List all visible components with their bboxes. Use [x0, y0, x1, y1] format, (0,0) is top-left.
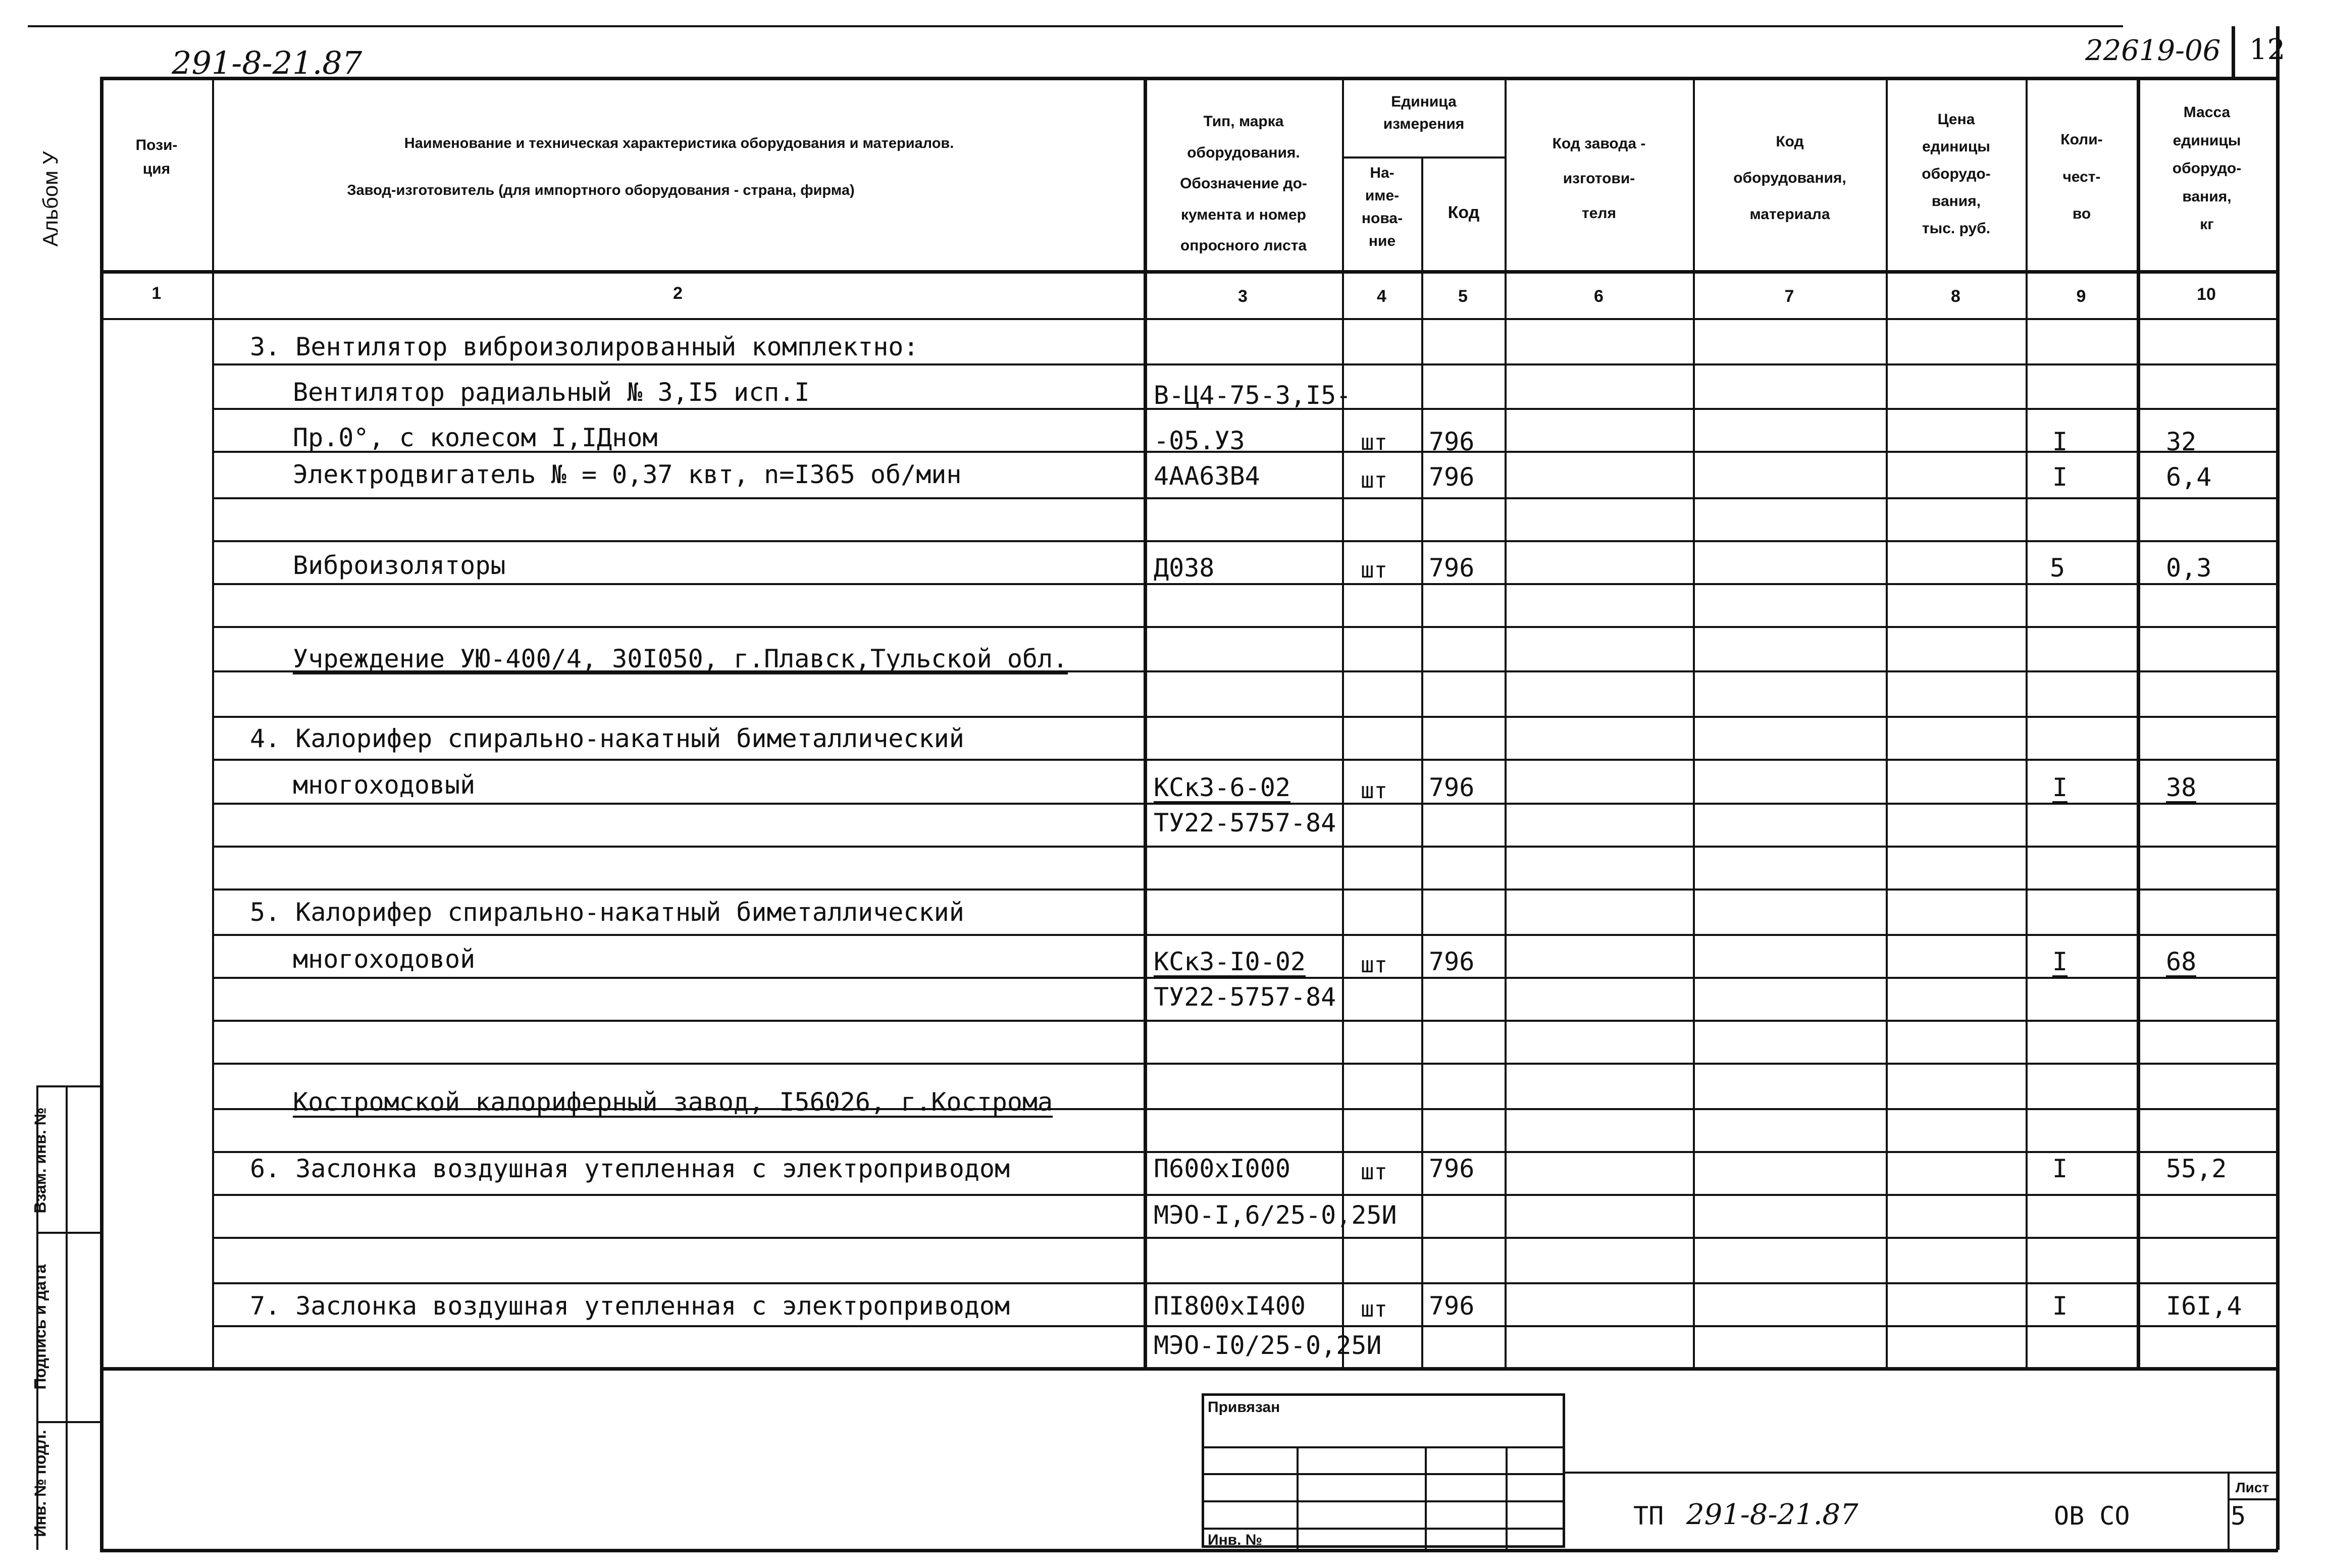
row-sep: [212, 583, 2276, 585]
row-manufacturer: Учреждение УЮ-400/4, 30I050, г.Плавск,Тульской обл.: [293, 644, 1068, 673]
header-type: Тип, марка оборудования. Обозначение до- кумента и номер опросного листа: [1180, 113, 1307, 254]
frame-top: [100, 77, 2276, 80]
row-mass: 38: [2166, 773, 2197, 802]
row-name: 7. Заслонка воздушная утепленная с электроприводом: [250, 1291, 1010, 1321]
row-mass: 68: [2166, 947, 2197, 976]
row-mass: 55,2: [2166, 1154, 2227, 1183]
tp-label: ТП: [1633, 1501, 1664, 1531]
header-price: Цена единицы оборудо- вания, тыс. руб.: [1922, 111, 1991, 237]
side-strip-top: [36, 1085, 101, 1087]
column-number: 3: [1238, 287, 1248, 306]
column-number: 7: [1784, 287, 1794, 306]
header-unit-code: Код: [1448, 203, 1480, 222]
row-type: ТУ22-5757-84: [1154, 808, 1336, 838]
row-mass: I6I,4: [2166, 1291, 2242, 1321]
col-line-6: [1693, 77, 1695, 1368]
row-sep: [212, 1151, 2276, 1153]
side-label-podpis: Подпись и дата: [31, 1264, 49, 1390]
row-quantity: I: [2052, 462, 2068, 492]
row-sep: [212, 1325, 2276, 1327]
row-name: многоходовой: [293, 945, 476, 974]
row-unit-code: 796: [1429, 1154, 1475, 1183]
row-mass: 32: [2166, 427, 2197, 456]
stamp-line: [1202, 1473, 1565, 1475]
row-quantity: I: [2052, 1154, 2068, 1183]
row-unit-code: 796: [1429, 773, 1475, 802]
header-position: Пози- ция: [135, 137, 178, 177]
row-name: 6. Заслонка воздушная утепленная с электроприводом: [250, 1154, 1010, 1183]
stamp-line: [1202, 1500, 1565, 1502]
row-unit: шт: [1361, 952, 1387, 978]
stamp-col: [1506, 1446, 1508, 1549]
side-strip-div1: [36, 1232, 101, 1234]
sheet-box-mid: [2228, 1498, 2276, 1500]
header-equipment-code: Код оборудования, материала: [1733, 133, 1846, 223]
row-type: КСк3-I0-02: [1154, 947, 1306, 976]
header-name-line2: Завод-изготовитель (для импортного оборудования - страна, фирма): [347, 182, 855, 198]
row-name: Виброизоляторы: [293, 551, 506, 580]
stamp-col: [1297, 1446, 1299, 1549]
col-line-9: [2137, 77, 2140, 1368]
col-line-8: [2026, 77, 2028, 1368]
row-unit-code: 796: [1429, 462, 1475, 492]
row-unit-code: 796: [1429, 1291, 1475, 1321]
col-line-7: [1886, 77, 1888, 1368]
header-name-line1: Наименование и техническая характеристика оборудования и материалов.: [404, 135, 954, 151]
row-sep: [212, 888, 2276, 891]
row-type: П600хI000: [1154, 1154, 1290, 1183]
row-type: МЭО-I,6/25-0,25И: [1154, 1200, 1397, 1230]
table-body-bottom: [100, 1367, 2276, 1371]
row-quantity: I: [2052, 947, 2068, 976]
side-strip-div2: [36, 1421, 101, 1423]
row-unit-code: 796: [1429, 553, 1475, 583]
row-sep: [212, 626, 2276, 628]
row-type: Д038: [1154, 553, 1215, 583]
row-sep: [212, 1282, 2276, 1284]
row-unit: шт: [1361, 1296, 1387, 1322]
row-sep: [212, 716, 2276, 718]
row-unit-code: 796: [1429, 427, 1475, 456]
inventory-number-label: Инв. №: [1208, 1532, 1263, 1548]
row-sep: [212, 934, 2276, 936]
row-name: Вентилятор радиальный № 3,I5 исп.I: [293, 378, 810, 407]
row-quantity: I: [2052, 773, 2068, 802]
row-sep: [212, 497, 2276, 499]
corner-box-left: [2232, 26, 2235, 77]
header-unit: Единица измерения: [1383, 93, 1465, 132]
row-type: 4АА63В4: [1154, 461, 1260, 491]
header-bottom: [100, 270, 2276, 274]
row-quantity: I: [2052, 1291, 2068, 1321]
column-number: 2: [673, 284, 683, 303]
row-name: 5. Калорифер спирально-накатный биметаллический: [250, 898, 964, 927]
binding-stamp-label: Привязан: [1208, 1399, 1280, 1416]
column-number: 9: [2076, 287, 2086, 306]
row-unit: шт: [1361, 1159, 1387, 1185]
row-quantity: I: [2052, 427, 2068, 456]
stamp-line: [1202, 1446, 1565, 1448]
row-sep: [212, 846, 2276, 848]
row-type: -05.У3: [1154, 426, 1245, 455]
side-label-vzam: Взам. инв. №: [31, 1107, 49, 1214]
row-sep: [212, 1237, 2276, 1239]
tp-code: 291-8-21.87: [1686, 1498, 1858, 1531]
sheet-label: Лист: [2235, 1480, 2269, 1495]
column-number: 4: [1377, 287, 1386, 306]
col-line-5: [1505, 77, 1507, 1368]
column-number: 5: [1458, 287, 1468, 306]
section-code: ОВ СО: [2054, 1501, 2130, 1531]
col-line-3: [1342, 77, 1344, 1368]
column-number: 1: [151, 284, 162, 303]
header-maker-code: Код завода - изготови- теля: [1552, 135, 1646, 222]
colnum-bottom: [100, 318, 2276, 320]
column-number: 10: [2197, 285, 2216, 304]
column-number: 8: [1951, 287, 1960, 306]
row-name: 3. Вентилятор виброизолированный комплектно:: [250, 332, 919, 361]
row-name: многоходовый: [293, 770, 476, 800]
col-line-4: [1421, 156, 1423, 1368]
drawing-code-top-left: 291-8-21.87: [172, 44, 363, 81]
row-unit: шт: [1361, 467, 1387, 493]
frame-right: [2276, 26, 2280, 1550]
top-rule: [28, 25, 2123, 27]
row-manufacturer: Костромской калориферный завод, I56026, г.Кострома: [293, 1087, 1053, 1117]
row-mass: 6,4: [2166, 462, 2212, 492]
row-sep: [212, 540, 2276, 542]
unit-subheader-line: [1342, 156, 1505, 159]
row-unit-code: 796: [1429, 947, 1475, 976]
stamp-col: [1425, 1446, 1427, 1549]
row-sep: [212, 363, 2276, 365]
row-type: В-Ц4-75-3,I5-: [1154, 381, 1352, 410]
sheet-number: 5: [2231, 1501, 2246, 1531]
row-name: Электродвигатель № = 0,37 квт, n=I365 об/мин: [293, 460, 962, 489]
row-name: 4. Калорифер спирально-накатный биметаллический: [250, 724, 964, 753]
column-number: 6: [1594, 287, 1604, 306]
row-sep: [212, 1063, 2276, 1065]
header-mass: Масса единицы оборудо- вания, кг: [2172, 104, 2242, 233]
row-unit: шт: [1361, 557, 1387, 583]
row-type: ТУ22-5757-84: [1154, 982, 1336, 1012]
sheet-corner-number: 12: [2249, 33, 2286, 66]
row-name: Пр.0°, с колесом I,IДном: [293, 423, 658, 452]
row-sep: [212, 759, 2276, 761]
header-quantity: Коли- чест- во: [2060, 131, 2103, 222]
frame-bottom: [100, 1549, 2278, 1552]
row-type: КСк3-6-02: [1154, 773, 1290, 802]
side-strip-mid: [66, 1085, 68, 1550]
row-unit: шт: [1361, 778, 1387, 804]
row-sep: [212, 1020, 2276, 1022]
header-unit-name: На- име- нова- ние: [1361, 165, 1403, 249]
row-type: ПI800хI400: [1154, 1291, 1306, 1321]
row-quantity: 5: [2050, 553, 2065, 583]
row-unit: шт: [1361, 430, 1387, 455]
side-label-inv: Инв. № подл.: [31, 1430, 49, 1537]
row-mass: 0,3: [2166, 553, 2212, 583]
side-label-album: Альбом У: [38, 151, 62, 247]
col-line-1: [212, 77, 214, 1368]
col-line-2: [1144, 77, 1147, 1368]
drawing-code-top-right: 22619-06: [2085, 34, 2221, 67]
title-block-top: [1565, 1472, 2276, 1474]
side-strip-left: [36, 1085, 38, 1550]
row-sep: [212, 1194, 2276, 1196]
row-type: МЭО-I0/25-0,25И: [1154, 1331, 1382, 1360]
